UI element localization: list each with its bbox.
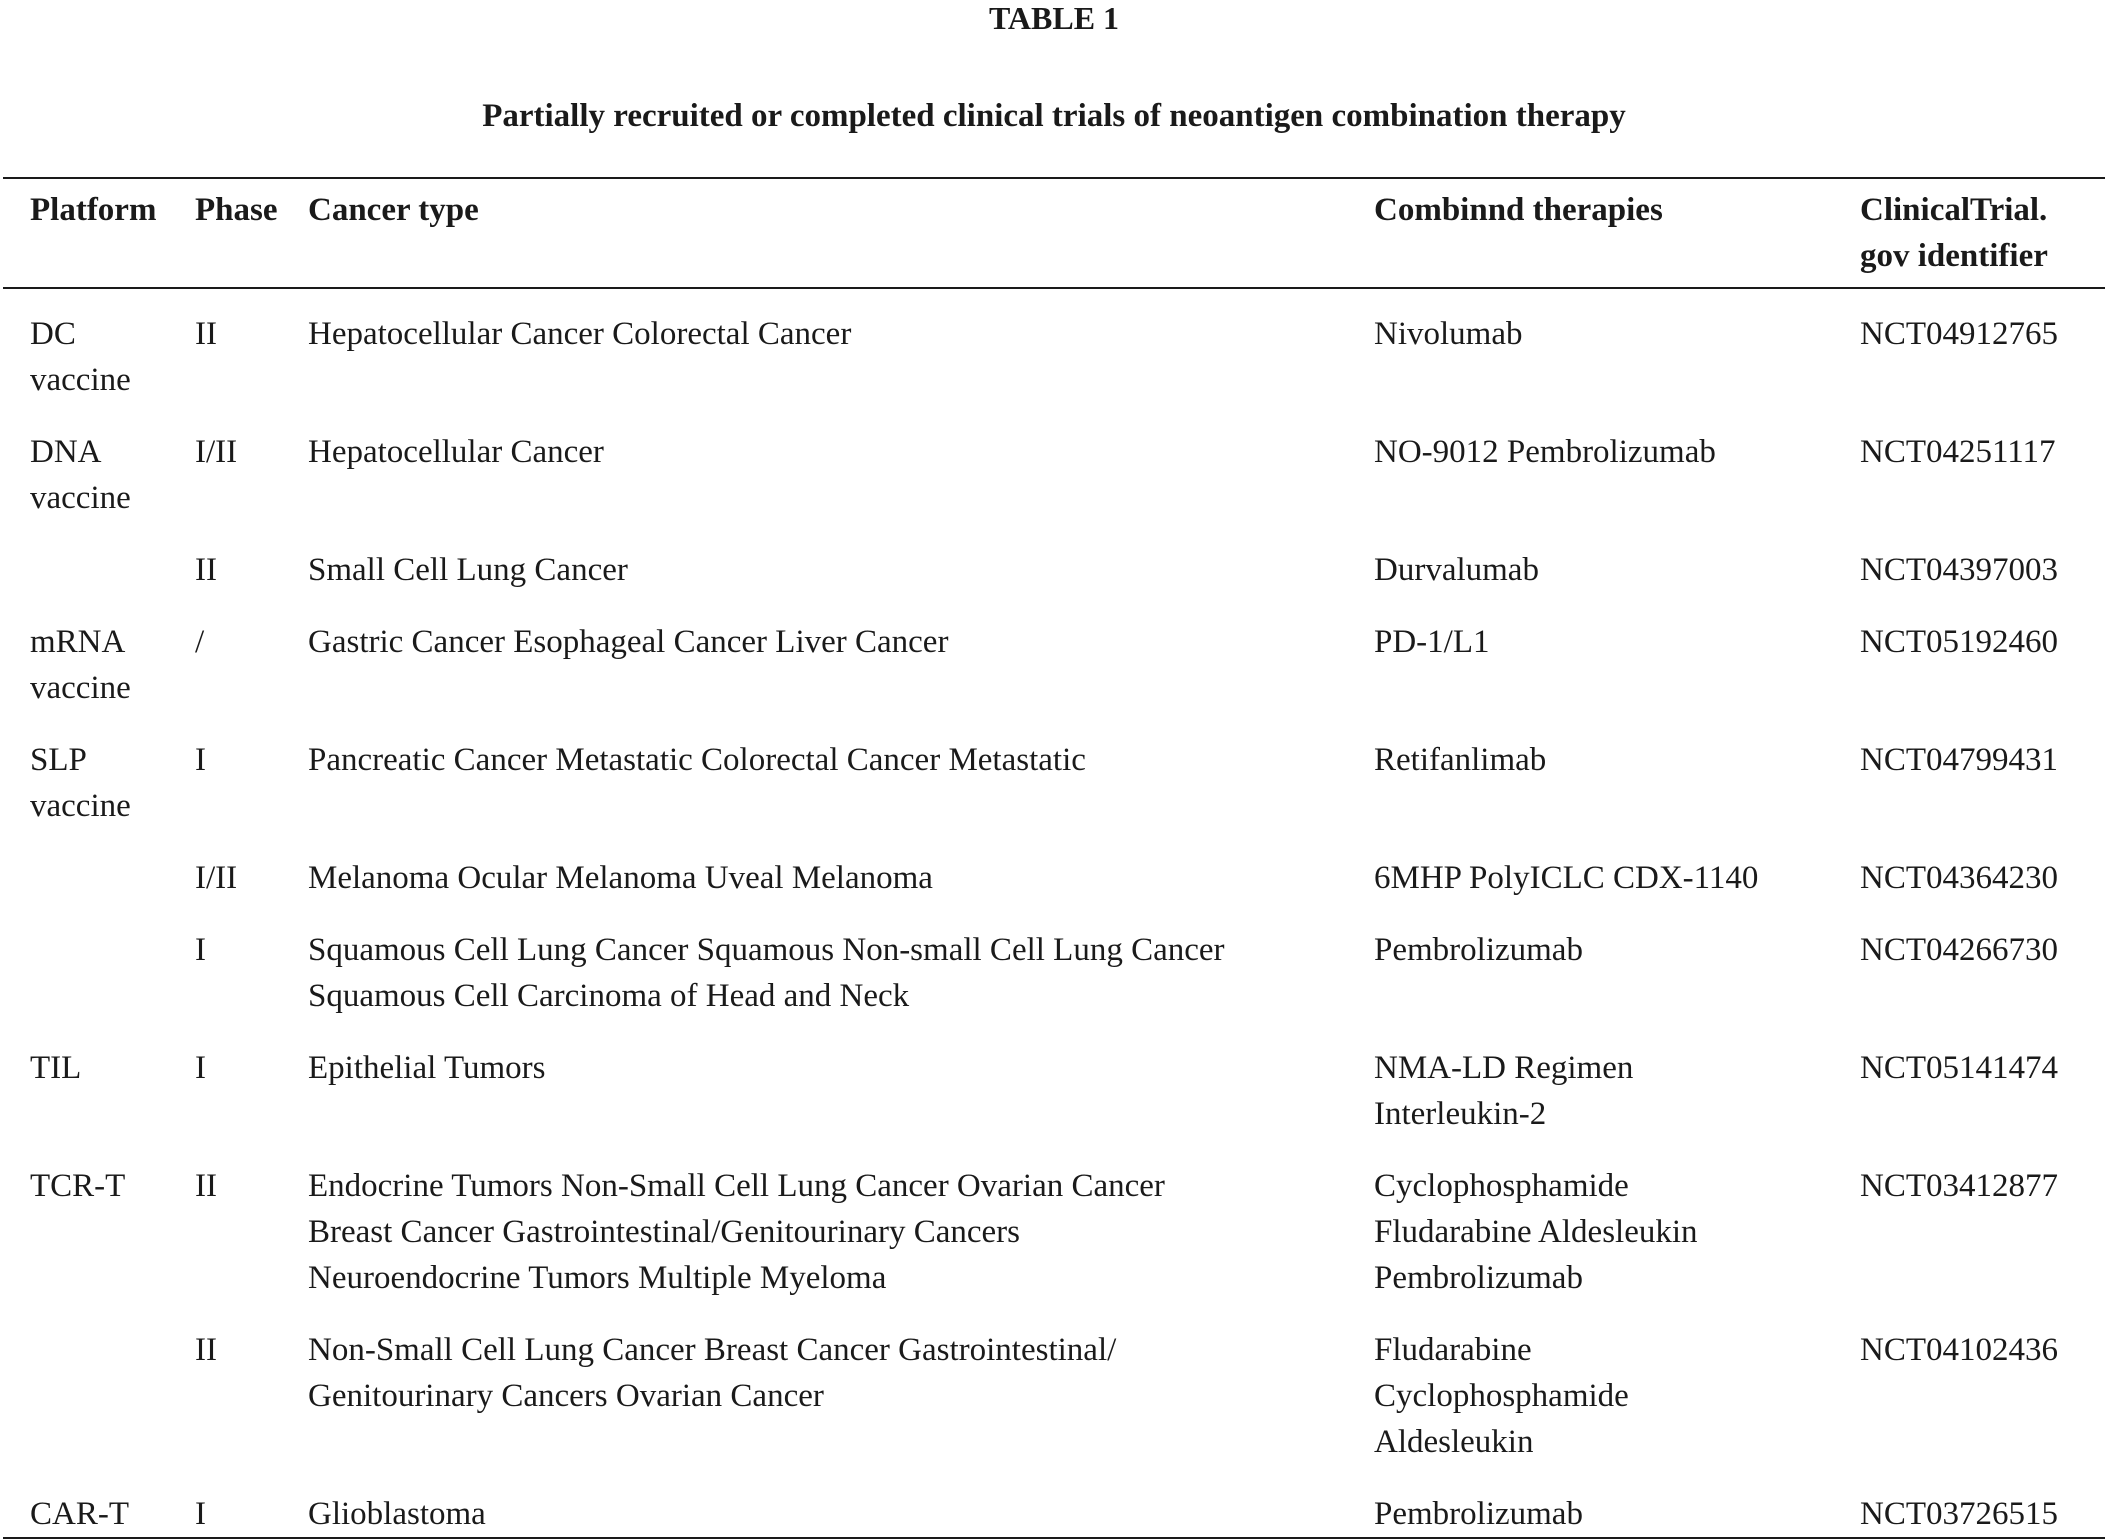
cell-identifier: NCT04102436 [1860,1332,2058,1368]
cell-cancer-type-line: Epithelial Tumors [308,1050,546,1086]
header-combined-therapies: Combinnd therapies [1374,192,1663,228]
cell-combined-therapies-line: 6MHP PolyICLC CDX-1140 [1374,860,1759,896]
cell-combined-therapies [1374,416,1860,534]
cell-combined-therapies-line: PD-1/L1 [1374,624,1490,660]
cell-platform [3,1314,195,1478]
table-row [3,1478,2105,1538]
table-row [3,724,2105,842]
cell-identifier: NCT05192460 [1860,624,2058,660]
cell-cancer-type [308,1478,1374,1538]
cell-platform-line: SLP [30,742,87,778]
header-phase: Phase [195,192,278,228]
header-identifier-line2: gov identifier [1860,238,2048,274]
cell-platform-line: TCR-T [30,1168,126,1204]
cell-platform [3,914,195,1032]
cell-combined-therapies [1374,534,1860,606]
cell-combined-therapies-line: Pembrolizumab [1374,932,1583,968]
cell-cancer-type-line: Neuroendocrine Tumors Multiple Myeloma [308,1260,887,1296]
cell-combined-therapies-line: Pembrolizumab [1374,1260,1583,1296]
cell-identifier: NCT04912765 [1860,316,2058,352]
cell-combined-therapies [1374,842,1860,914]
cell-combined-therapies-line: Fludarabine Aldesleukin [1374,1214,1698,1250]
table-caption: Partially recruited or completed clinical trials of neoantigen combination therapy [482,98,1626,134]
cell-identifier: NCT04364230 [1860,860,2058,896]
cell-platform [3,606,195,724]
cell-cancer-type-line: Small Cell Lung Cancer [308,552,628,588]
cell-platform-line: vaccine [30,362,131,398]
cell-cancer-type [308,842,1374,914]
cell-phase: I [195,932,206,968]
cell-combined-therapies-line: NMA-LD Regimen [1374,1050,1634,1086]
table-row [3,1314,2105,1478]
cell-combined-therapies-line: Retifanlimab [1374,742,1547,778]
cell-identifier: NCT04799431 [1860,742,2058,778]
cell-platform-line: vaccine [30,480,131,516]
cell-cancer-type-line: Pancreatic Cancer Metastatic Colorectal Cancer Metastatic [308,742,1086,778]
header-platform: Platform [30,192,157,228]
cell-cancer-type [308,416,1374,534]
table-row [3,288,2105,416]
table-row [3,842,2105,914]
cell-combined-therapies-line: Interleukin-2 [1374,1096,1547,1132]
cell-cancer-type [308,606,1374,724]
cell-combined-therapies-line: Fludarabine [1374,1332,1532,1368]
cell-identifier: NCT04266730 [1860,932,2058,968]
cell-combined-therapies-line: Cyclophosphamide [1374,1378,1629,1414]
table-label: TABLE 1 [988,0,1120,36]
header-identifier [1860,178,2105,288]
header-identifier-line1: ClinicalTrial. [1860,192,2048,228]
cell-cancer-type-line: Melanoma Ocular Melanoma Uveal Melanoma [308,860,933,896]
cell-platform [3,416,195,534]
cell-combined-therapies [1374,288,1860,416]
cell-phase: II [195,552,217,588]
cell-combined-therapies-line: Cyclophosphamide [1374,1168,1629,1204]
cell-platform [3,1478,195,1538]
cell-combined-therapies [1374,1032,1860,1150]
cell-cancer-type [308,914,1374,1032]
table-row [3,1032,2105,1150]
cell-platform [3,724,195,842]
table-row [3,416,2105,534]
cell-cancer-type [308,1314,1374,1478]
header-cancer-type: Cancer type [308,192,479,228]
table-body [3,288,2105,1538]
cell-cancer-type-line: Endocrine Tumors Non-Small Cell Lung Cancer Ovarian Cancer [308,1168,1165,1204]
cell-identifier: NCT04397003 [1860,552,2058,588]
clinical-trials-table [3,177,2105,1539]
cell-platform [3,534,195,606]
cell-cancer-type-line: Hepatocellular Cancer Colorectal Cancer [308,316,852,352]
cell-combined-therapies-line: Nivolumab [1374,316,1523,352]
cell-phase: I/II [195,860,238,896]
cell-combined-therapies [1374,1478,1860,1538]
cell-combined-therapies [1374,724,1860,842]
cell-cancer-type [308,724,1374,842]
cell-cancer-type-line: Genitourinary Cancers Ovarian Cancer [308,1378,824,1414]
cell-combined-therapies-line: NO-9012 Pembrolizumab [1374,434,1716,470]
cell-platform [3,842,195,914]
cell-combined-therapies [1374,1314,1860,1478]
table-header [3,178,2105,288]
cell-combined-therapies [1374,606,1860,724]
cell-phase: I/II [195,434,238,470]
cell-cancer-type [308,1032,1374,1150]
clinical-trials-table-container [3,177,2105,1539]
cell-cancer-type [308,1150,1374,1314]
table-row [3,1150,2105,1314]
header-row [3,178,2105,288]
cell-cancer-type [308,288,1374,416]
cell-cancer-type-line: Gastric Cancer Esophageal Cancer Liver Cancer [308,624,949,660]
cell-cancer-type-line: Hepatocellular Cancer [308,434,604,470]
cell-combined-therapies [1374,914,1860,1032]
cell-identifier: NCT05141474 [1860,1050,2058,1086]
cell-cancer-type-line: Squamous Cell Carcinoma of Head and Neck [308,978,910,1014]
cell-identifier: NCT03726515 [1860,1496,2058,1532]
cell-phase: II [195,1168,217,1204]
cell-platform-line: CAR-T [30,1496,129,1532]
cell-phase: I [195,1050,206,1086]
cell-platform-line: vaccine [30,670,131,706]
cell-phase: I [195,1496,206,1532]
cell-combined-therapies-line: Durvalumab [1374,552,1539,588]
cell-platform [3,1032,195,1150]
cell-identifier: NCT04251117 [1860,434,2056,470]
cell-platform-line: mRNA [30,624,126,660]
cell-platform [3,288,195,416]
cell-combined-therapies [1374,1150,1860,1314]
cell-platform-line: vaccine [30,788,131,824]
cell-phase: I [195,742,206,778]
cell-platform-line: DC [30,316,76,352]
cell-phase: II [195,316,217,352]
cell-phase: II [195,1332,217,1368]
cell-combined-therapies-line: Pembrolizumab [1374,1496,1583,1532]
table-row [3,534,2105,606]
cell-cancer-type-line: Breast Cancer Gastrointestinal/Genitourinary Cancers [308,1214,1021,1250]
cell-cancer-type [308,534,1374,606]
cell-phase: / [195,624,205,660]
cell-platform-line: DNA [30,434,102,470]
cell-cancer-type-line: Squamous Cell Lung Cancer Squamous Non-small Cell Lung Cancer [308,932,1225,968]
cell-identifier: NCT03412877 [1860,1168,2058,1204]
cell-platform [3,1150,195,1314]
table-row [3,914,2105,1032]
cell-cancer-type-line: Non-Small Cell Lung Cancer Breast Cancer Gastrointestinal/ [308,1332,1117,1368]
cell-combined-therapies-line: Aldesleukin [1374,1424,1534,1460]
table-row [3,606,2105,724]
cell-cancer-type-line: Glioblastoma [308,1496,486,1532]
cell-platform-line: TIL [30,1050,82,1086]
